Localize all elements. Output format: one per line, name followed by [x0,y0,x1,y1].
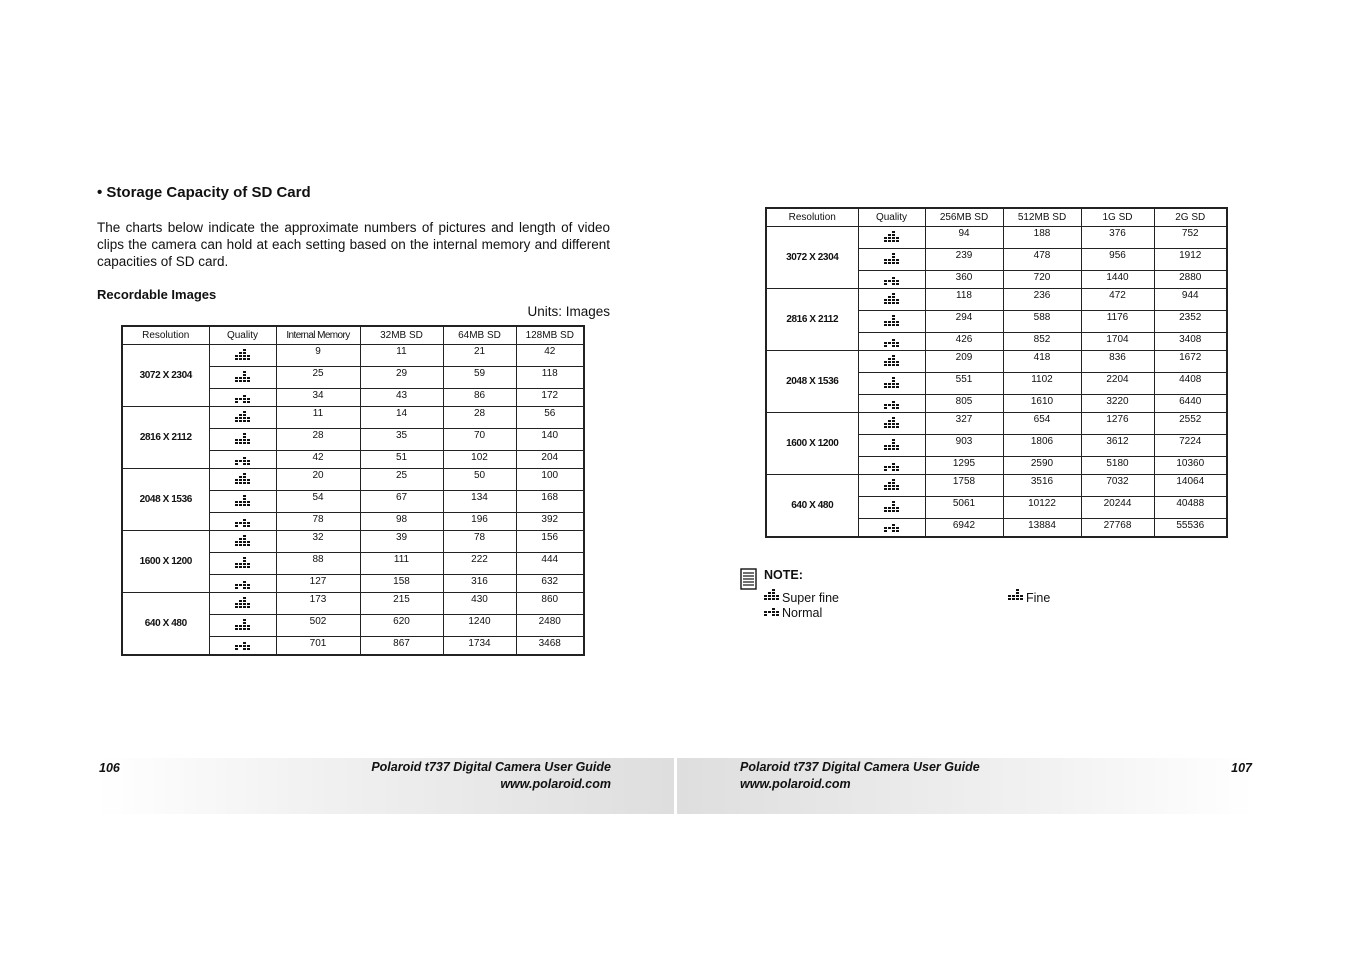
capacity-cell: 316 [443,575,516,593]
quality-cell [858,373,925,395]
normal-quality-icon [884,519,899,535]
quality-cell [858,289,925,311]
capacity-cell: 426 [925,333,1003,351]
capacity-cell: 1176 [1081,311,1154,333]
capacity-cell: 1758 [925,475,1003,497]
quality-cell [209,469,276,491]
resolution-cell: 1600 X 1200 [766,413,858,475]
capacity-cell: 86 [443,389,516,407]
quality-cell [209,593,276,615]
capacity-cell: 50 [443,469,516,491]
capacity-cell: 376 [1081,227,1154,249]
capacity-cell: 327 [925,413,1003,435]
capacity-cell: 55536 [1154,519,1227,537]
capacity-cell: 236 [1003,289,1081,311]
capacity-cell: 418 [1003,351,1081,373]
recordable-images-heading: Recordable Images [97,287,217,302]
capacity-cell: 56 [516,407,584,429]
quality-cell [209,615,276,637]
capacity-cell: 588 [1003,311,1081,333]
capacity-cell: 118 [925,289,1003,311]
capacity-cell: 39 [360,531,443,553]
capacity-cell: 67 [360,491,443,513]
fine-quality-icon [884,376,899,392]
capacity-cell: 2204 [1081,373,1154,395]
capacity-cell: 620 [360,615,443,637]
column-header: 512MB SD [1003,208,1081,227]
normal-quality-icon [235,576,250,592]
capacity-cell: 43 [360,389,443,407]
quality-cell [858,227,925,249]
capacity-cell: 168 [516,491,584,513]
capacity-cell: 25 [360,469,443,491]
super-fine-quality-icon [884,416,899,432]
super-fine-quality-icon [235,348,250,364]
capacity-cell: 40488 [1154,497,1227,519]
capacity-cell: 88 [276,553,360,575]
normal-quality-icon [764,603,779,619]
footer-url-right: www.polaroid.com [740,777,851,791]
quality-cell [209,407,276,429]
capacity-cell: 3220 [1081,395,1154,413]
resolution-cell: 640 X 480 [766,475,858,537]
super-fine-quality-icon [235,410,250,426]
quality-cell [858,413,925,435]
capacity-cell: 654 [1003,413,1081,435]
capacity-cell: 2480 [516,615,584,637]
capacity-cell: 173 [276,593,360,615]
resolution-cell: 640 X 480 [122,593,209,655]
capacity-cell: 28 [276,429,360,451]
quality-cell [209,513,276,531]
capacity-cell: 78 [443,531,516,553]
capacity-cell: 215 [360,593,443,615]
legend-normal-label: Normal [782,606,823,620]
resolution-cell: 2048 X 1536 [766,351,858,413]
intro-paragraph: The charts below indicate the approximate numbers of pictures and length of video clips the camera can hold at each setting based on the internal memory and different capacities of SD card. [97,220,610,269]
capacity-cell: 392 [516,513,584,531]
capacity-cell: 78 [276,513,360,531]
capacity-cell: 1610 [1003,395,1081,413]
capacity-cell: 5061 [925,497,1003,519]
page-number-left: 106 [99,761,120,775]
section-heading: • Storage Capacity of SD Card [97,184,311,201]
capacity-cell: 852 [1003,333,1081,351]
capacity-cell: 239 [925,249,1003,271]
capacity-cell: 4408 [1154,373,1227,395]
capacity-cell: 6942 [925,519,1003,537]
page-number-right: 107 [1231,761,1252,775]
column-header: 32MB SD [360,326,443,345]
capacity-cell: 1240 [443,615,516,637]
normal-quality-icon [884,272,899,288]
quality-cell [209,575,276,593]
fine-quality-icon [884,314,899,330]
capacity-cell: 903 [925,435,1003,457]
capacity-cell: 805 [925,395,1003,413]
table-row [766,351,1227,373]
capacity-cell: 27768 [1081,519,1154,537]
super-fine-quality-icon [884,478,899,494]
capacity-cell: 701 [276,637,360,655]
super-fine-quality-icon [235,596,250,612]
capacity-cell: 102 [443,451,516,469]
fine-quality-icon [235,618,250,634]
table-header-row [122,326,584,345]
fine-quality-icon [235,494,250,510]
capacity-cell: 836 [1081,351,1154,373]
capacity-cell: 7224 [1154,435,1227,457]
capacity-cell: 1672 [1154,351,1227,373]
capacity-cell: 3408 [1154,333,1227,351]
capacity-cell: 478 [1003,249,1081,271]
super-fine-quality-icon [884,354,899,370]
quality-cell [209,491,276,513]
capacity-cell: 1276 [1081,413,1154,435]
normal-quality-icon [235,514,250,530]
capacity-cell: 156 [516,531,584,553]
column-header: 64MB SD [443,326,516,345]
footer-guide-title-right: Polaroid t737 Digital Camera User Guide [740,760,980,774]
table-row [122,531,584,553]
quality-cell [209,429,276,451]
normal-quality-icon [884,396,899,412]
quality-cell [858,519,925,537]
quality-cell [858,435,925,457]
table-row [766,413,1227,435]
capacity-cell: 1704 [1081,333,1154,351]
note-icon [740,568,757,595]
quality-cell [858,497,925,519]
capacity-cell: 59 [443,367,516,389]
capacity-cell: 1806 [1003,435,1081,457]
legend-fine-label: Fine [1026,591,1051,605]
column-header: 256MB SD [925,208,1003,227]
capacity-cell: 10360 [1154,457,1227,475]
quality-cell [209,637,276,655]
quality-cell [209,389,276,407]
capacity-cell: 14064 [1154,475,1227,497]
capacity-cell: 134 [443,491,516,513]
capacity-cell: 2590 [1003,457,1081,475]
capacity-cell: 632 [516,575,584,593]
capacity-cell: 111 [360,553,443,575]
capacity-cell: 944 [1154,289,1227,311]
quality-cell [858,311,925,333]
quality-cell [858,351,925,373]
capacity-cell: 444 [516,553,584,575]
capacity-cell: 2552 [1154,413,1227,435]
resolution-cell: 3072 X 2304 [122,345,209,407]
capacity-cell: 9 [276,345,360,367]
capacity-cell: 94 [925,227,1003,249]
capacity-cell: 3468 [516,637,584,655]
quality-cell [209,451,276,469]
capacity-cell: 867 [360,637,443,655]
capacity-cell: 204 [516,451,584,469]
quality-cell [209,531,276,553]
storage-table-256mb-to-2g [765,207,1228,538]
capacity-cell: 3516 [1003,475,1081,497]
footer-url-left: www.polaroid.com [500,777,611,791]
table-row [766,227,1227,249]
capacity-cell: 140 [516,429,584,451]
fine-quality-icon [884,500,899,516]
super-fine-quality-icon [235,534,250,550]
capacity-cell: 21 [443,345,516,367]
capacity-cell: 360 [925,271,1003,289]
column-header: 2G SD [1154,208,1227,227]
column-header: 1G SD [1081,208,1154,227]
capacity-cell: 20 [276,469,360,491]
capacity-cell: 2880 [1154,271,1227,289]
super-fine-quality-icon [235,472,250,488]
capacity-cell: 1440 [1081,271,1154,289]
capacity-cell: 13884 [1003,519,1081,537]
normal-quality-icon [884,458,899,474]
quality-cell [209,345,276,367]
fine-quality-icon [884,438,899,454]
capacity-cell: 11 [360,345,443,367]
capacity-cell: 6440 [1154,395,1227,413]
table-row [766,475,1227,497]
resolution-cell: 2816 X 2112 [122,407,209,469]
quality-cell [858,475,925,497]
fine-quality-icon [235,432,250,448]
fine-quality-icon [235,370,250,386]
quality-cell [858,333,925,351]
capacity-cell: 1734 [443,637,516,655]
column-header: Quality [858,208,925,227]
capacity-cell: 502 [276,615,360,637]
capacity-cell: 752 [1154,227,1227,249]
legend-super-fine-label: Super fine [782,591,839,605]
super-fine-quality-icon [764,588,779,604]
capacity-cell: 11 [276,407,360,429]
capacity-cell: 25 [276,367,360,389]
capacity-cell: 127 [276,575,360,593]
quality-cell [858,395,925,413]
legend-normal [764,603,822,620]
resolution-cell: 3072 X 2304 [766,227,858,289]
note-title: NOTE: [764,568,803,582]
quality-cell [858,457,925,475]
capacity-cell: 209 [925,351,1003,373]
capacity-cell: 100 [516,469,584,491]
capacity-cell: 1295 [925,457,1003,475]
capacity-cell: 28 [443,407,516,429]
normal-quality-icon [235,637,250,653]
normal-quality-icon [884,334,899,350]
capacity-cell: 196 [443,513,516,531]
capacity-cell: 51 [360,451,443,469]
super-fine-quality-icon [884,230,899,246]
fine-quality-icon [884,252,899,268]
capacity-cell: 32 [276,531,360,553]
capacity-cell: 956 [1081,249,1154,271]
fine-quality-icon [235,556,250,572]
quality-cell [858,271,925,289]
capacity-cell: 42 [516,345,584,367]
legend-fine [1008,588,1050,605]
capacity-cell: 860 [516,593,584,615]
quality-cell [858,249,925,271]
table-row [122,469,584,491]
capacity-cell: 7032 [1081,475,1154,497]
capacity-cell: 5180 [1081,457,1154,475]
column-header: Quality [209,326,276,345]
table-row [122,345,584,367]
super-fine-quality-icon [884,292,899,308]
capacity-cell: 430 [443,593,516,615]
quality-cell [209,553,276,575]
storage-table-internal-to-128mb [121,325,585,656]
column-header: Resolution [766,208,858,227]
resolution-cell: 2048 X 1536 [122,469,209,531]
quality-cell [209,367,276,389]
table-row [122,407,584,429]
capacity-cell: 158 [360,575,443,593]
capacity-cell: 720 [1003,271,1081,289]
capacity-cell: 118 [516,367,584,389]
capacity-cell: 172 [516,389,584,407]
capacity-cell: 222 [443,553,516,575]
table-header-row [766,208,1227,227]
capacity-cell: 1102 [1003,373,1081,395]
footer-guide-title-left: Polaroid t737 Digital Camera User Guide [371,760,611,774]
capacity-cell: 29 [360,367,443,389]
capacity-cell: 188 [1003,227,1081,249]
capacity-cell: 472 [1081,289,1154,311]
capacity-cell: 70 [443,429,516,451]
capacity-cell: 10122 [1003,497,1081,519]
capacity-cell: 551 [925,373,1003,395]
capacity-cell: 1912 [1154,249,1227,271]
resolution-cell: 2816 X 2112 [766,289,858,351]
capacity-cell: 42 [276,451,360,469]
normal-quality-icon [235,390,250,406]
capacity-cell: 2352 [1154,311,1227,333]
capacity-cell: 14 [360,407,443,429]
units-label: Units: Images [527,304,610,319]
capacity-cell: 20244 [1081,497,1154,519]
normal-quality-icon [235,452,250,468]
table-row [122,593,584,615]
column-header: Resolution [122,326,209,345]
fine-quality-icon [1008,588,1023,604]
column-header: Internal Memory [276,326,360,345]
capacity-cell: 294 [925,311,1003,333]
capacity-cell: 34 [276,389,360,407]
resolution-cell: 1600 X 1200 [122,531,209,593]
capacity-cell: 98 [360,513,443,531]
column-header: 128MB SD [516,326,584,345]
capacity-cell: 35 [360,429,443,451]
table-row [766,289,1227,311]
capacity-cell: 54 [276,491,360,513]
capacity-cell: 3612 [1081,435,1154,457]
